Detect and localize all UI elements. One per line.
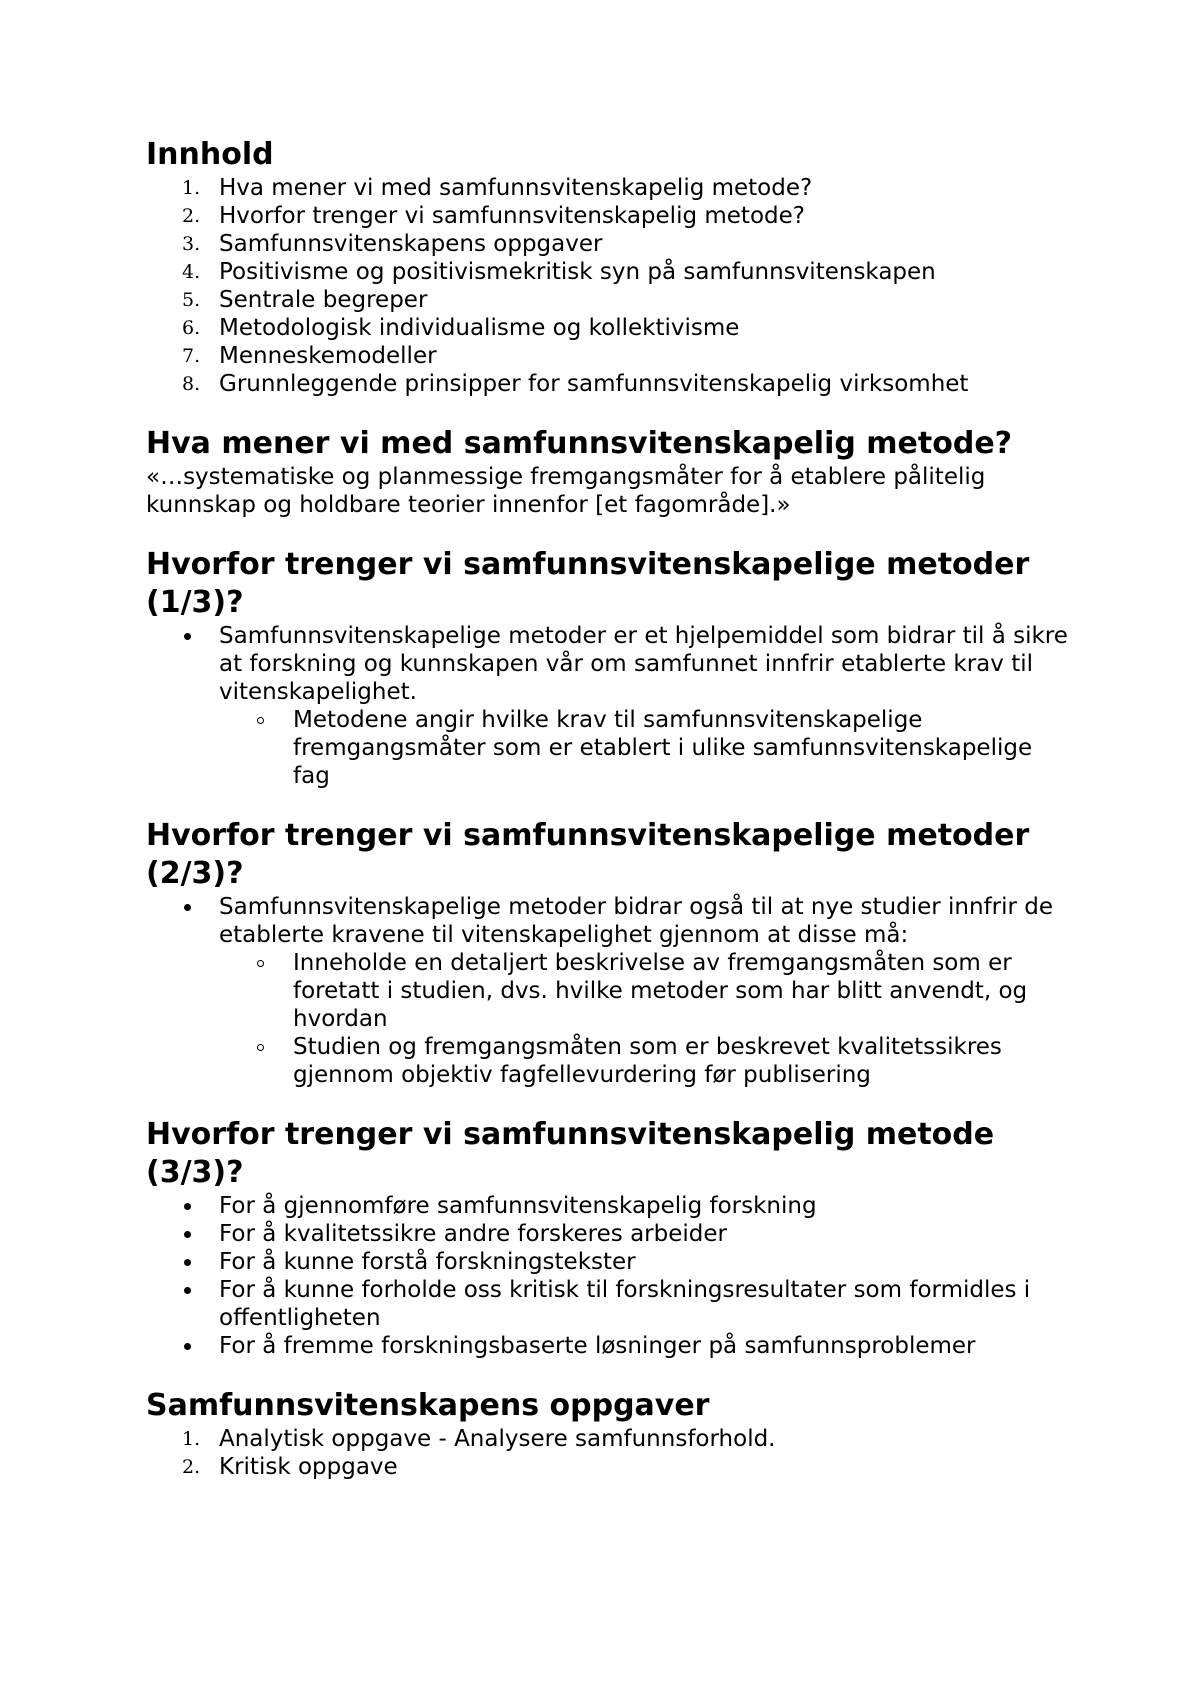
sub-list-item: [146, 706, 1076, 790]
list-item: [146, 622, 1076, 706]
list-item: [146, 1248, 1076, 1276]
list-item-text: For å kunne forstå forskningstekster: [219, 1249, 636, 1275]
list-item-text: Metodene angir hvilke krav til samfunnsvitenskapelige fremgangsmåter som er etablert i ulike samfunnsvitenskapelige fag: [293, 707, 1033, 789]
list-number: 7.: [182, 345, 201, 367]
list-number: 1.: [182, 177, 201, 199]
toc-item: [146, 370, 1076, 398]
list-number: 2.: [182, 205, 201, 227]
list-item-text: For å fremme forskningsbaserte løsninger på samfunnsproblemer: [219, 1333, 976, 1359]
bullet-icon: [184, 633, 191, 640]
sub-list-item: [146, 1033, 1076, 1089]
list-item-text: For å gjennomføre samfunnsvitenskapelig forskning: [219, 1193, 817, 1219]
bullet-icon: [184, 1343, 191, 1350]
list-item: [146, 1453, 1076, 1481]
list-number: 6.: [182, 317, 201, 339]
list-number: 8.: [182, 373, 201, 395]
list-number: 2.: [182, 1456, 201, 1478]
sub-list-item: [146, 949, 1076, 1033]
section-heading: Hva mener vi med samfunnsvitenskapelig metode?: [146, 426, 1013, 461]
list-item: [146, 1332, 1076, 1360]
bullet-icon: [184, 904, 191, 911]
list-item-text: Analytisk oppgave - Analysere samfunnsforhold.: [219, 1426, 776, 1452]
list-item-text: Inneholde en detaljert beskrivelse av fremgangsmåten som er foretatt i studien, dvs. hvilke metoder som har blitt anvendt, og hvordan: [293, 950, 1028, 1032]
toc-item-text: Grunnleggende prinsipper for samfunnsvitenskapelig virksomhet: [219, 371, 969, 397]
bullet-list: [146, 1192, 1076, 1360]
definition-quote: «…systematiske og planmessige fremgangsmåter for å etablere pålitelig kunnskap og holdbare teorier innenfor [et fagområde].»: [146, 464, 986, 518]
toc-item: [146, 174, 1076, 202]
list-number: 5.: [182, 289, 201, 311]
toc-item-text: Positivisme og positivismekritisk syn på samfunnsvitenskapen: [219, 259, 936, 285]
bullet-icon: [184, 1287, 191, 1294]
list-item-text: Samfunnsvitenskapelige metoder bidrar også til at nye studier innfrir de etablerte kravene til vitenskapelighet gjennom at disse må:: [219, 894, 1054, 948]
list-item: [146, 1276, 1076, 1332]
tasks-section: [146, 1387, 1076, 1481]
why-methods-3-section: [146, 1116, 1076, 1360]
toc-list: [146, 174, 1076, 398]
toc-item: [146, 258, 1076, 286]
bullet-icon: [184, 1231, 191, 1238]
list-item: [146, 1220, 1076, 1248]
section-heading: Hvorfor trenger vi samfunnsvitenskapelige metoder (2/3)?: [146, 818, 1030, 891]
toc-item: [146, 202, 1076, 230]
list-number: 1.: [182, 1428, 201, 1450]
circle-bullet-icon: [257, 960, 264, 967]
list-number: 4.: [182, 261, 201, 283]
toc-item-text: Hva mener vi med samfunnsvitenskapelig metode?: [219, 175, 813, 201]
list-item-text: Kritisk oppgave: [219, 1454, 398, 1480]
toc-item: [146, 230, 1076, 258]
list-number: 3.: [182, 233, 201, 255]
section-heading: Hvorfor trenger vi samfunnsvitenskapelig metode (3/3)?: [146, 1117, 995, 1190]
why-methods-1-section: [146, 546, 1076, 790]
list-item: [146, 1425, 1076, 1453]
definition-section: [146, 425, 1076, 519]
toc-item: [146, 314, 1076, 342]
list-item-text: Samfunnsvitenskapelige metoder er et hjelpemiddel som bidrar til å sikre at forskning og kunnskapen vår om samfunnet innfrir etablerte krav til vitenskapelighet.: [219, 623, 1068, 705]
toc-section: [146, 136, 1076, 398]
list-item-text: For å kunne forholde oss kritisk til forskningsresultater som formidles i offentligheten: [219, 1277, 1031, 1331]
toc-item-text: Sentrale begreper: [219, 287, 428, 313]
list-item-text: For å kvalitetssikre andre forskeres arbeider: [219, 1221, 727, 1247]
circle-bullet-icon: [257, 1044, 264, 1051]
toc-item-text: Metodologisk individualisme og kollektivisme: [219, 315, 740, 341]
toc-item: [146, 286, 1076, 314]
bullet-icon: [184, 1203, 191, 1210]
bullet-icon: [184, 1259, 191, 1266]
toc-item-text: Menneskemodeller: [219, 343, 437, 369]
toc-item-text: Hvorfor trenger vi samfunnsvitenskapelig metode?: [219, 203, 805, 229]
section-heading: Samfunnsvitenskapens oppgaver: [146, 1388, 710, 1423]
toc-item: [146, 342, 1076, 370]
numbered-list: [146, 1425, 1076, 1481]
toc-item-text: Samfunnsvitenskapens oppgaver: [219, 231, 603, 257]
document-page: [146, 136, 1076, 1481]
bullet-list: [146, 893, 1076, 1089]
list-item: [146, 1192, 1076, 1220]
list-item-text: Studien og fremgangsmåten som er beskrevet kvalitetssikres gjennom objektiv fagfellevurdering før publisering: [293, 1034, 1002, 1088]
list-item: [146, 893, 1076, 949]
section-heading: Hvorfor trenger vi samfunnsvitenskapelige metoder (1/3)?: [146, 547, 1030, 620]
why-methods-2-section: [146, 817, 1076, 1089]
circle-bullet-icon: [257, 717, 264, 724]
toc-heading: Innhold: [146, 137, 274, 172]
bullet-list: [146, 622, 1076, 790]
